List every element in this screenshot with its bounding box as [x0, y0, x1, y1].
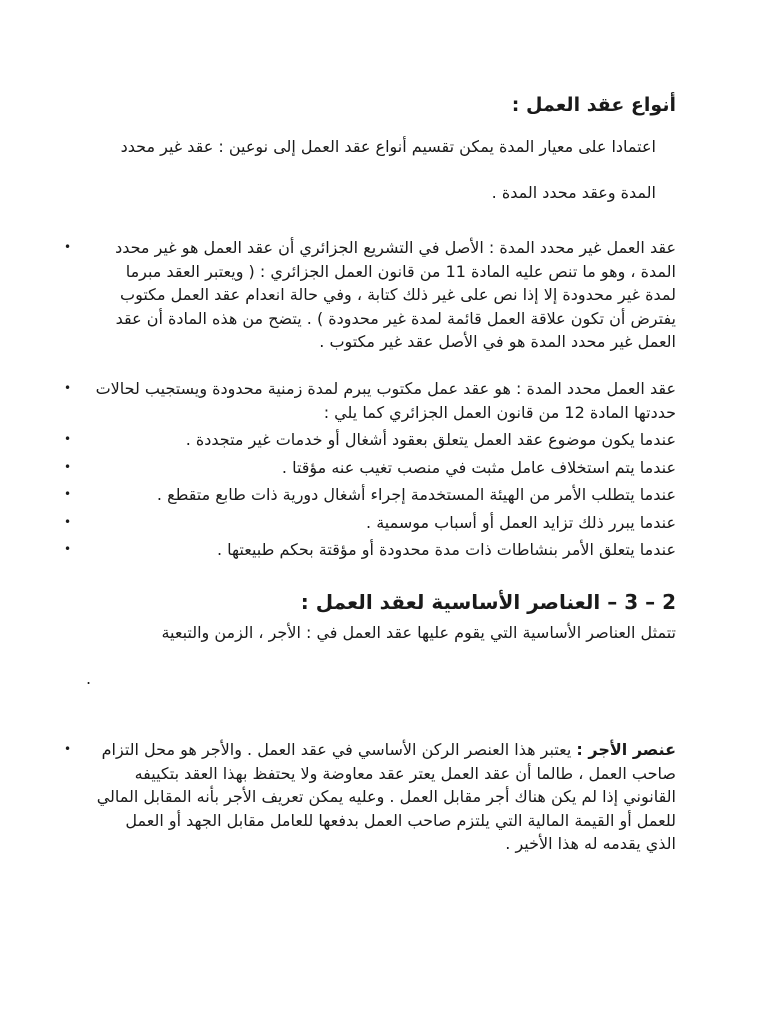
list-item-text: عندما يبرر ذلك تزايد العمل أو أسباب موسمية .: [366, 512, 676, 532]
bullet-icon: •: [64, 381, 72, 395]
list-item-text: عندما يكون موضوع عقد العمل يتعلق بعقود أشغال أو خدمات غير متجددة .: [185, 430, 676, 449]
list-item: [64, 377, 676, 424]
bullet-list-indefinite: [64, 236, 676, 354]
list-item: [64, 483, 676, 507]
bullet-list-wage: [64, 738, 676, 856]
list-item: [64, 538, 676, 562]
elements-paragraph: تتمثل العناصر الأساسية التي يقوم عليها عقد العمل في : الأجر ، الزمن والتبعية: [161, 623, 676, 642]
list-item: [64, 456, 676, 480]
list-item-text: عندما يتم استخلاف عامل مثبت في منصب تغيب عنه مؤقتا .: [281, 457, 676, 477]
trailing-period: .: [86, 669, 92, 688]
wage-definition: يعتبر هذا العنصر الركن الأساسي في عقد العمل . والأجر هو محل التزام صاحب العمل ، طالما أن عقد العمل يعتر عقد معاوضة ولا يحتفظ بهذا العقد بتكييفه القانوني إذا لم يكن هناك أجر مقابل العمل . وعليه يمكن تعريف الأجر بأنه المقابل المالي للعمل أو القيمة المالية التي يلتزم صاحب العمل بدفعها للعامل مقابل الجهد أو العمل الذي يقدمه له هذا الأخير .: [96, 740, 676, 853]
bullet-icon: •: [64, 459, 72, 474]
bullet-icon: •: [64, 432, 72, 446]
list-item-text: عندما يتطلب الأمر من الهيئة المستخدمة إجراء أشغال دورية ذات طابع متقطع .: [156, 485, 676, 504]
list-item-text: عقد العمل غير محدد المدة : الأصل في التشريع الجزائري أن عقد العمل هو غير محدد المدة ، وهو ما تنص عليه المادة 11 من قانون العمل الجزائري : ( ويعتبر العقد مبرما لمدة غير محدودة إلا إذا نص على غير ذلك كتابة ، وفي حالة انعدام عقد العمل مكتوب يفترض أن تكون علاقة العمل قائمة لمدة غير محدودة ) . يتضح من هذه المادة أن عقد العمل غير محدد المدة هو في الأصل عقد غير مكتوب .: [115, 238, 676, 351]
list-item: [64, 738, 676, 856]
wage-term: عنصر الأجر :: [576, 740, 676, 759]
bullet-icon: •: [64, 514, 72, 529]
bullet-icon: •: [64, 742, 72, 756]
bullet-icon: •: [64, 487, 72, 501]
bullet-icon: •: [64, 240, 72, 254]
list-item: [64, 511, 676, 535]
intro-paragraph: اعتمادا على معيار المدة يمكن تقسيم أنواع عقد العمل إلى نوعين : عقد غير محدد المدة وعقد محدد المدة .: [120, 137, 656, 202]
section-heading-essential-elements: 2 – 3 – العناصر الأساسية لعقد العمل :: [300, 590, 676, 614]
list-item: [64, 236, 676, 354]
bullet-list-fixed-term: [64, 377, 676, 562]
list-item: [64, 428, 676, 452]
bullet-icon: •: [64, 542, 72, 556]
list-item-text: عندما يتعلق الأمر بنشاطات ذات مدة محدودة أو مؤقتة بحكم طبيعتها .: [217, 540, 676, 559]
section-heading-contract-types: أنواع عقد العمل :: [511, 94, 676, 116]
list-item-text: عقد العمل محدد المدة : هو عقد عمل مكتوب يبرم لمدة زمنية محدودة ويستجيب لحالات حددتها المادة 12 من قانون العمل الجزائري كما يلي :: [95, 379, 676, 422]
